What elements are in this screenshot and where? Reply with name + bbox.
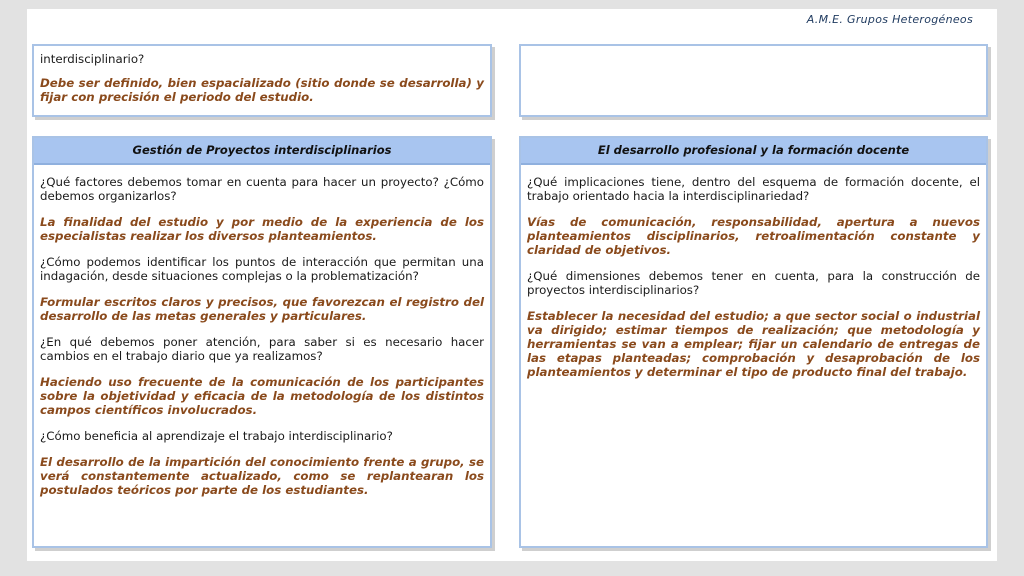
answer-text: Vías de comunicación, responsabilidad, apertura a nuevos planteamientos disciplinarios, retroalimentación constante y claridad de objetivos. <box>527 215 980 257</box>
header-title: A.M.E. Grupos Heterogéneos <box>806 13 973 26</box>
top-left-box <box>32 44 492 117</box>
question-text: ¿Qué implicaciones tiene, dentro del esquema de formación docente, el trabajo orientado hacia la interdisciplinariedad? <box>527 175 980 203</box>
answer-text: El desarrollo de la impartición del conocimiento frente a grupo, se verá constantemente actualizado, como se replantearan los postulados teóricos por parte de los estudiantes. <box>40 455 484 497</box>
question-text: interdisciplinario? <box>40 52 145 66</box>
right-panel-content <box>521 165 986 379</box>
right-panel <box>519 136 988 548</box>
left-panel-title: Gestión de Proyectos interdisciplinarios <box>34 138 490 165</box>
answer-text: Formular escritos claros y precisos, que favorezcan el registro del desarrollo de las metas generales y particulares. <box>40 295 484 323</box>
slide <box>27 9 997 561</box>
question-text: ¿Cómo podemos identificar los puntos de interacción que permitan una indagación, desde situaciones complejas o la problematización? <box>40 255 484 283</box>
top-right-empty-box <box>519 44 988 117</box>
answer-text: Haciendo uso frecuente de la comunicación de los participantes sobre la objetividad y eficacia de la metodología de los distintos campos científicos involucrados. <box>40 375 484 417</box>
question-text: ¿Cómo beneficia al aprendizaje el trabajo interdisciplinario? <box>40 429 393 443</box>
left-panel <box>32 136 492 548</box>
question-text: ¿En qué debemos poner atención, para saber si es necesario hacer cambios en el trabajo diario que ya realizamos? <box>40 335 484 363</box>
top-left-content <box>34 46 490 104</box>
answer-text: Establecer la necesidad del estudio; a que sector social o industrial va dirigido; estimar tiempos de realización; que metodología y herramientas se van a emplear; fijar un calendario de entregas de las etapas planteadas; comprobación y desaprobación de los planteamientos y determinar el tipo de producto final del trabajo. <box>527 309 980 379</box>
question-text: ¿Qué dimensiones debemos tener en cuenta, para la construcción de proyectos interdisciplinarios? <box>527 269 980 297</box>
question-text: ¿Qué factores debemos tomar en cuenta para hacer un proyecto? ¿Cómo debemos organizarlos? <box>40 175 484 203</box>
answer-text: Debe ser definido, bien espacializado (sitio donde se desarrolla) y fijar con precisión el periodo del estudio. <box>40 76 484 104</box>
answer-text: La finalidad del estudio y por medio de la experiencia de los especialistas realizar los diversos planteamientos. <box>40 215 484 243</box>
right-panel-title: El desarrollo profesional y la formación docente <box>521 138 986 165</box>
left-panel-content <box>34 165 490 497</box>
